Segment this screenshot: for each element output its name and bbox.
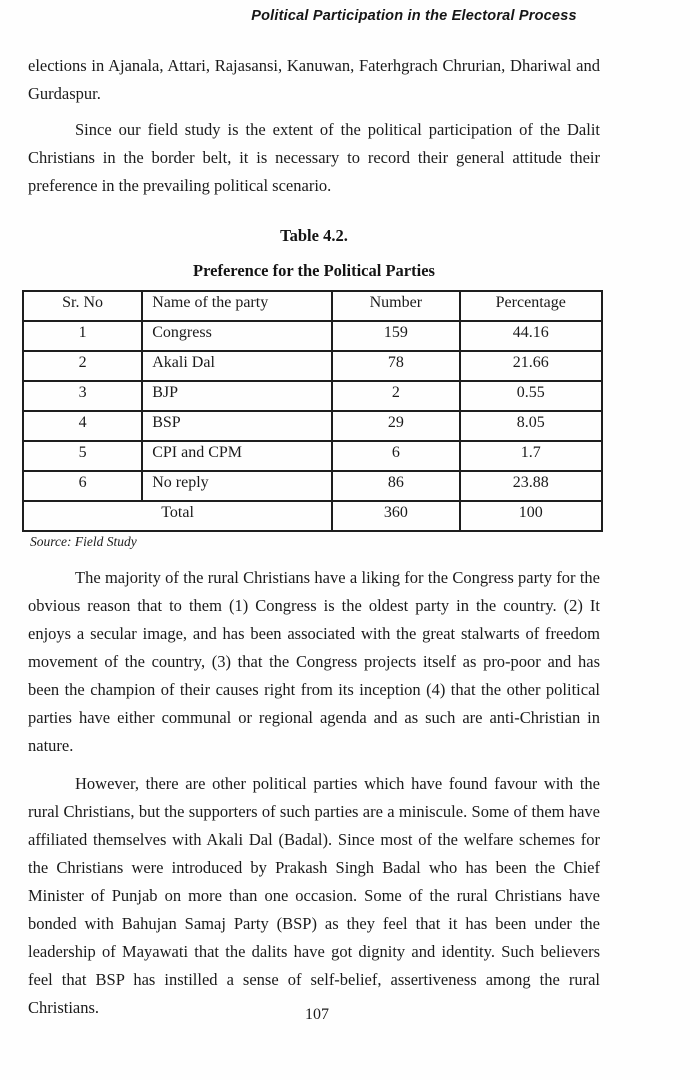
running-header: Political Participation in the Electoral Process — [251, 8, 577, 24]
paragraph-4: However, there are other political parties which have found favour with the rural Christians, but the supporters of such parties are a miniscule. Some of them have affiliated themselves with Akali Dal (Badal). Since most of the welfare schemes for the Christians were introduced by Prakash Singh Badal who has been the Chief Minister of Punjab on more than one occasion. Some of the rural Christians have bonded with Bahujan Samaj Party (BSP) as they feel that it has been under the leadership of Mayawati that the dalits have got dignity and identity. Such believers feel that BSP has instilled a sense of self-belief, assertiveness among the rural Christians. — [28, 774, 600, 1017]
cell-total-percentage: 100 — [460, 501, 603, 531]
table-row — [23, 411, 602, 441]
body-column — [28, 52, 600, 285]
cell-party: BSP — [142, 411, 332, 441]
cell-party: Congress — [142, 321, 332, 351]
page-number: 107 — [305, 1006, 329, 1023]
table-row — [23, 351, 602, 381]
preference-table — [22, 290, 603, 532]
body-column-lower — [28, 564, 600, 1022]
column-header-number: Number — [332, 291, 459, 321]
table-row — [23, 471, 602, 501]
cell-percentage: 1.7 — [460, 441, 603, 471]
cell-total-label: Total — [23, 501, 332, 531]
cell-percentage: 44.16 — [460, 321, 603, 351]
cell-percentage: 0.55 — [460, 381, 603, 411]
table-source-note: Source: Field Study — [30, 534, 137, 549]
cell-srno: 1 — [23, 321, 142, 351]
cell-srno: 2 — [23, 351, 142, 381]
cell-number: 2 — [332, 381, 459, 411]
cell-srno: 3 — [23, 381, 142, 411]
paragraph-1: elections in Ajanala, Attari, Rajasansi, Kanuwan, Faterhgrach Chrurian, Dhariwal and Gurdaspur. — [28, 56, 600, 103]
cell-percentage: 23.88 — [460, 471, 603, 501]
cell-percentage: 8.05 — [460, 411, 603, 441]
table-caption-title: Preference for the Political Parties — [193, 261, 435, 280]
cell-party: No reply — [142, 471, 332, 501]
cell-total-number: 360 — [332, 501, 459, 531]
column-header-srno: Sr. No — [23, 291, 142, 321]
table-header-row — [23, 291, 602, 321]
column-header-party: Name of the party — [142, 291, 332, 321]
table-row — [23, 381, 602, 411]
table-row — [23, 321, 602, 351]
cell-number: 29 — [332, 411, 459, 441]
cell-percentage: 21.66 — [460, 351, 603, 381]
cell-party: BJP — [142, 381, 332, 411]
cell-srno: 6 — [23, 471, 142, 501]
table-total-row — [23, 501, 602, 531]
cell-party: Akali Dal — [142, 351, 332, 381]
cell-srno: 4 — [23, 411, 142, 441]
cell-number: 159 — [332, 321, 459, 351]
cell-srno: 5 — [23, 441, 142, 471]
cell-number: 6 — [332, 441, 459, 471]
paragraph-3: The majority of the rural Christians have a liking for the Congress party for the obvious reason that to them (1) Congress is the oldest party in the country. (2) It enjoys a secular image, and has been associated with the great stalwarts of freedom movement of the country, (3) that the Congress projects itself as pro-poor and has been the champion of their causes right from its inception (4) that the other political parties have either communal or regional agenda and as such are anti-Christian in nature. — [28, 568, 600, 755]
cell-number: 78 — [332, 351, 459, 381]
table-caption-number: Table 4.2. — [280, 226, 348, 245]
table-row — [23, 441, 602, 471]
column-header-percentage: Percentage — [460, 291, 603, 321]
cell-party: CPI and CPM — [142, 441, 332, 471]
paragraph-2: Since our field study is the extent of the political participation of the Dalit Christians in the border belt, it is necessary to record their general attitude their preference in the prevailing political scenario. — [28, 120, 600, 195]
cell-number: 86 — [332, 471, 459, 501]
